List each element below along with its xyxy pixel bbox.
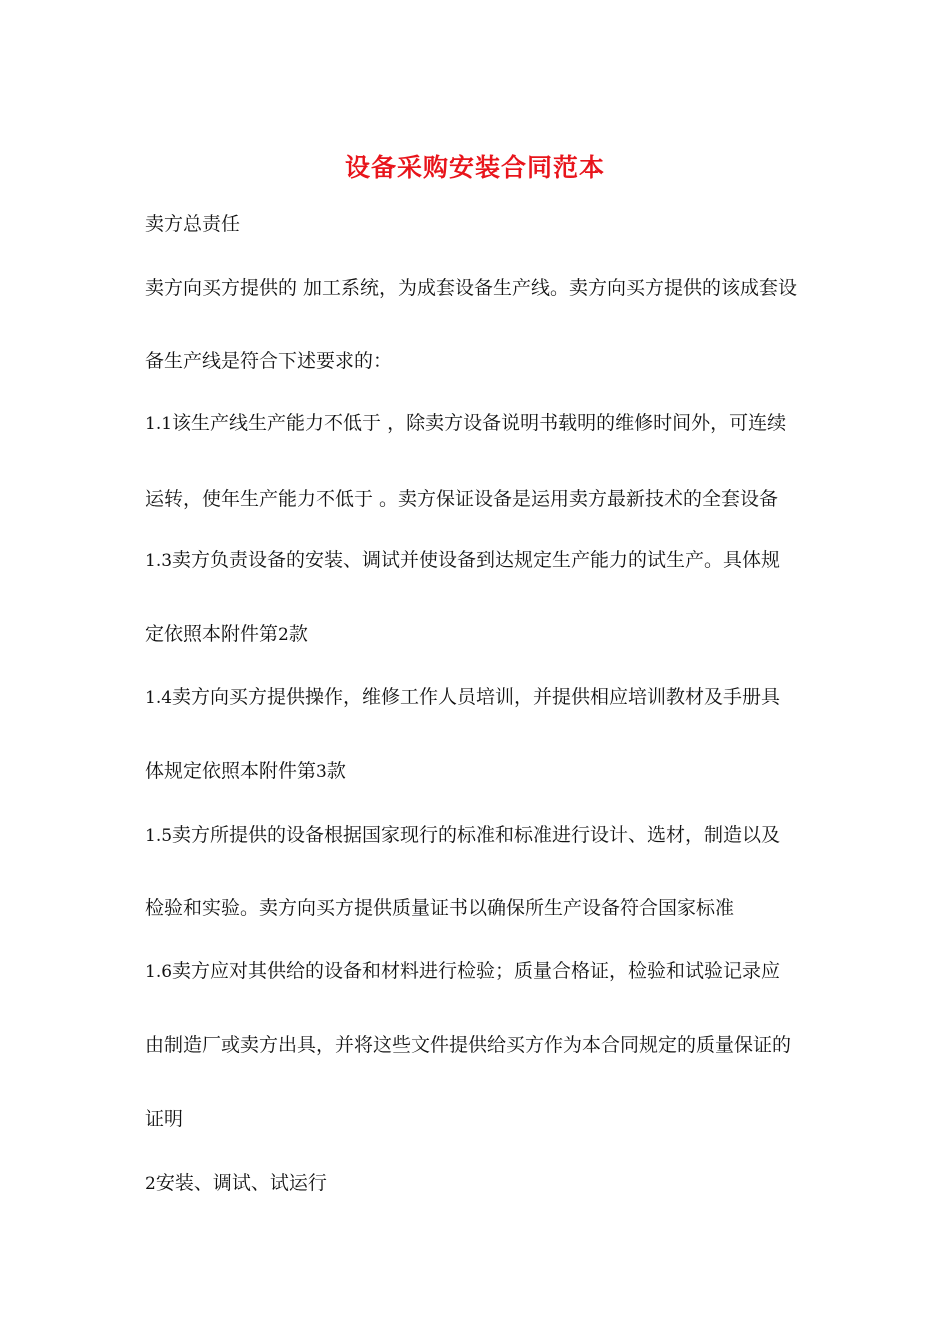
section-number: 2: [145, 1174, 156, 1194]
paragraph-line: [145, 410, 786, 437]
line-suffix: 款: [326, 760, 346, 782]
line-text: 卖方向买方提供的 加工系统，为成套设备生产线。卖方向买方提供的该成套设: [145, 277, 798, 299]
clause-number: 1.1: [145, 414, 173, 434]
line-text: 检验和实验。卖方向买方提供质量证书以确保所生产设备符合国家标准: [145, 897, 735, 919]
paragraph-line: [145, 486, 778, 512]
line-text: 备生产线是符合下述要求的：: [145, 350, 393, 372]
paragraph-line: [145, 348, 392, 374]
paragraph-line: [145, 621, 308, 648]
line-text: 运转，使年生产能力不低于 。卖方保证设备是运用卖方最新技术的全套设备: [145, 488, 779, 510]
line-text: 卖方向买方提供操作，维修工作人员培训，并提供相应培训教材及手册具: [172, 686, 781, 708]
line-text: 卖方所提供的设备根据国家现行的标准和标准进行设计、选材，制造以及: [172, 824, 781, 846]
line-text: 体规定依照本附件第: [145, 760, 317, 782]
paragraph-line: [145, 1170, 327, 1197]
paragraph-line: [145, 958, 780, 985]
clause-number: 1.5: [145, 826, 173, 846]
line-text: 由制造厂或卖方出具，并将这些文件提供给买方作为本合同规定的质量保证的: [145, 1034, 792, 1056]
clause-number: 1.4: [145, 688, 173, 708]
paragraph-line: [145, 684, 780, 711]
line-text: 定依照本附件第: [145, 623, 279, 645]
inline-number: 2: [278, 625, 289, 645]
clause-number: 1.3: [145, 551, 173, 571]
document-title: 设备采购安装合同范本: [344, 153, 605, 182]
line-text: 卖方应对其供给的设备和材料进行检验；质量合格证，检验和试验记录应: [172, 960, 781, 982]
line-text: 该生产线生产能力不低于 ，除卖方设备说明书载明的维修时间外，可连续: [172, 412, 787, 434]
paragraph-line: [145, 895, 734, 921]
clause-number: 1.6: [145, 962, 173, 982]
line-text: 卖方总责任: [145, 213, 241, 235]
paragraph-line: [145, 1032, 791, 1058]
paragraph-line: [145, 547, 780, 574]
paragraph-line: [145, 1106, 183, 1132]
line-text: 证明: [145, 1108, 184, 1130]
inline-number: 3: [316, 762, 327, 782]
line-text: 安装、调试、试运行: [155, 1172, 327, 1194]
paragraph-line: [145, 822, 780, 849]
paragraph-line: [145, 211, 240, 237]
paragraph-line: [145, 275, 797, 301]
line-suffix: 款: [288, 623, 308, 645]
line-text: 卖方负责设备的安装、调试并使设备到达规定生产能力的试生产。具体规: [172, 549, 781, 571]
paragraph-line: [145, 758, 346, 785]
